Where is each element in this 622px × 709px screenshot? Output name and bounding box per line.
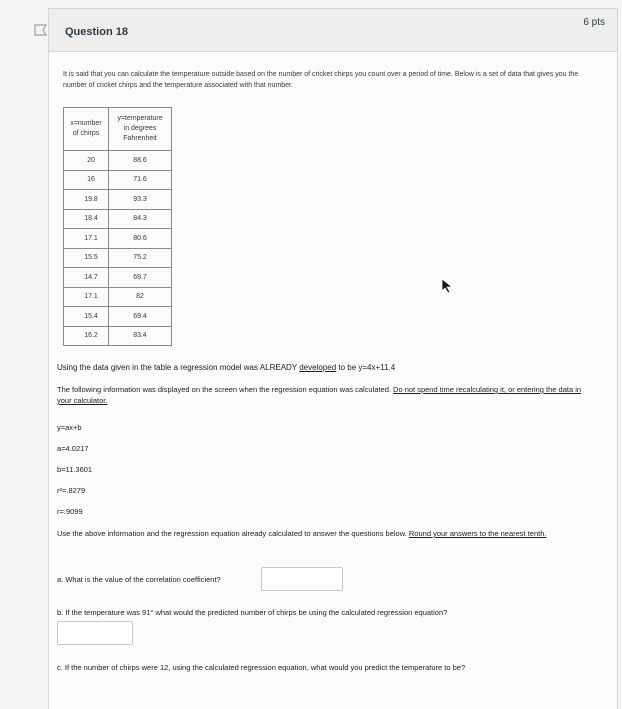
question-b-label: b. If the temperature was 91° what would the predicted number of chirps be using the calculated regression equation? bbox=[57, 608, 448, 617]
question-points: 6 pts bbox=[583, 17, 605, 28]
data-table bbox=[63, 107, 172, 346]
table-row: 19.8 93.3 bbox=[64, 190, 172, 210]
table-row: 15.4 69.4 bbox=[64, 307, 172, 327]
table-row: 18.4 84.3 bbox=[64, 209, 172, 229]
table-header-y: y=temperature in degrees Fahrenheit bbox=[109, 108, 172, 151]
regression-equation: y=ax+b bbox=[57, 423, 82, 432]
regression-r2: r²=.8279 bbox=[57, 486, 86, 495]
question-header bbox=[49, 9, 617, 52]
table-row: 17.1 80.6 bbox=[64, 229, 172, 249]
flag-icon[interactable] bbox=[34, 24, 48, 36]
table-row: 16.2 83.4 bbox=[64, 326, 172, 346]
regression-b: b=11.3601 bbox=[57, 465, 93, 474]
instructions: Use the above information and the regression equation already calculated to answer the questions below. Round your answers to the nearest tenth. bbox=[57, 529, 547, 538]
question-a-label: a. What is the value of the correlation coefficient? bbox=[57, 575, 221, 584]
regression-info: The following information was displayed on the screen when the regression equation was calculated. Do not spend time recalculating it, or entering the data in your calculator. bbox=[57, 385, 582, 405]
table-row: 17.1 82 bbox=[64, 287, 172, 307]
question-c-label: c. If the number of chirps were 12, using the calculated regression equation, what would you predict the temperature to be? bbox=[57, 663, 466, 672]
regression-note: Using the data given in the table a regression model was ALREADY developed to be y=4x+11.4 bbox=[57, 363, 396, 372]
table-row: 20 88.6 bbox=[64, 151, 172, 171]
regression-a: a=4.0217 bbox=[57, 444, 89, 453]
quiz-question-card bbox=[48, 8, 618, 709]
table-header-x: x=number of chirps bbox=[64, 108, 109, 151]
question-intro: It is said that you can calculate the temperature outside based on the number of cricket chirps you count over a period of time. Below is a set of data that gives you the number of cricket chirps and the temperature associated with that number. bbox=[63, 71, 579, 89]
mouse-pointer-icon bbox=[440, 278, 454, 294]
table-row: 16 71.6 bbox=[64, 170, 172, 190]
table-row: 14.7 69.7 bbox=[64, 268, 172, 288]
table-row: 15.5 75.2 bbox=[64, 248, 172, 268]
answer-a-input[interactable] bbox=[261, 567, 343, 591]
answer-b-input[interactable] bbox=[57, 621, 133, 645]
question-title: Question 18 bbox=[65, 26, 128, 38]
regression-r: r=.9099 bbox=[57, 507, 83, 516]
